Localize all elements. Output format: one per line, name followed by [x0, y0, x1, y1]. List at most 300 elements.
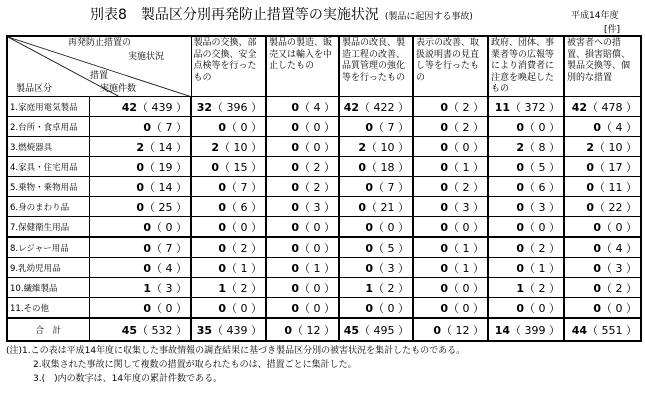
cumulative-count: 1 [462, 241, 470, 255]
fiscal-count: 0 [211, 160, 219, 174]
count-cell: 0（ 7 ） [339, 177, 413, 197]
fiscal-count: 2 [136, 140, 144, 154]
fiscal-count: 0 [136, 180, 144, 194]
cumulative-count: 1 [462, 261, 470, 275]
table-row [7, 177, 641, 197]
header-row [7, 36, 641, 97]
cumulative-count: 0 [240, 220, 248, 234]
row-label: 1.家庭用電気製品 [7, 97, 89, 117]
count-cell: 0（ 21 ） [339, 197, 413, 217]
cumulative-count: 0 [462, 140, 470, 154]
cumulative-count: 2 [615, 281, 623, 295]
column-header: 表示の改善、取扱説明書の見直し等を行ったもの [413, 36, 488, 97]
cumulative-count: 3 [387, 261, 395, 275]
fiscal-count: 0 [440, 301, 448, 315]
row-label: 8.レジャー用品 [7, 237, 89, 258]
cumulative-count: 1 [538, 261, 546, 275]
count-cell: 2（ 8 ） [488, 137, 564, 157]
cumulative-count: 2 [462, 100, 470, 114]
fiscal-count: 2 [516, 140, 524, 154]
count-cell: 32（ 396 ） [191, 97, 266, 117]
cumulative-count: 15 [233, 160, 248, 174]
cumulative-count: 10 [608, 140, 623, 154]
corner-mid: 措置 [90, 71, 109, 81]
count-cell: 0（ 0 ） [564, 217, 641, 238]
fiscal-count: 0 [440, 100, 448, 114]
fiscal-count: 0 [218, 261, 226, 275]
fiscal-count: 0 [516, 120, 524, 134]
count-cell: 42（ 439 ） [89, 97, 191, 117]
cumulative-count: 0 [240, 120, 248, 134]
cumulative-count: 0 [538, 301, 546, 315]
title-year: 平成14年度 [571, 11, 619, 21]
fiscal-count: 0 [291, 160, 299, 174]
row-label: 7.保健衛生用品 [7, 217, 89, 238]
cumulative-count: 4 [165, 261, 173, 275]
count-cell: 0（ 7 ） [89, 237, 191, 258]
count-cell: 0（ 19 ） [89, 157, 191, 177]
count-cell: 0（ 1 ） [191, 258, 266, 278]
table-row [7, 217, 641, 238]
fiscal-count: 2 [211, 140, 219, 154]
count-cell: 0（ 11 ） [564, 177, 641, 197]
count-cell: 0（ 5 ） [339, 237, 413, 258]
cumulative-count: 5 [538, 160, 546, 174]
table-row [7, 258, 641, 278]
column-header: 製品の製造、販売又は輸入を中止したもの [266, 36, 339, 97]
count-cell: 0（ 0 ） [89, 298, 191, 319]
fiscal-count: 0 [516, 301, 524, 315]
cumulative-count: 5 [387, 241, 395, 255]
fiscal-count: 0 [365, 301, 373, 315]
fiscal-count: 0 [593, 241, 601, 255]
fiscal-count: 0 [593, 120, 601, 134]
count-cell: 0（ 0 ） [191, 217, 266, 238]
fiscal-count: 0 [593, 220, 601, 234]
fiscal-count: 0 [593, 281, 601, 295]
fiscal-count: 0 [136, 160, 144, 174]
count-cell: 2（ 10 ） [339, 137, 413, 157]
table-row [7, 157, 641, 177]
count-cell: 0（ 2 ） [488, 237, 564, 258]
cumulative-count: 7 [165, 120, 173, 134]
cumulative-count: 372 [524, 100, 546, 114]
note-3: 3.( )内の数字は、14年度の累計件数である。 [33, 374, 223, 384]
fiscal-count: 0 [440, 241, 448, 255]
count-cell: 42（ 478 ） [564, 97, 641, 117]
table-row [7, 97, 641, 117]
fiscal-count: 2 [586, 140, 594, 154]
fiscal-count: 0 [516, 220, 524, 234]
cumulative-count: 439 [226, 323, 248, 337]
fiscal-count: 0 [136, 200, 144, 214]
count-cell: 0（ 4 ） [564, 117, 641, 137]
corner-header [7, 36, 191, 97]
count-cell: 0（ 0 ） [339, 298, 413, 319]
count-cell: 0（ 3 ） [564, 258, 641, 278]
corner-top1: 再発防止措置の [68, 38, 132, 48]
note-1: (注)1.この表は平成14年度に収集した事故情報の調査結果に基づき製品区分別の被害状況を集計したものである。 [6, 346, 466, 356]
cumulative-count: 551 [601, 323, 623, 337]
cumulative-count: 3 [538, 200, 546, 214]
count-cell: 0（ 4 ） [564, 237, 641, 258]
cumulative-count: 12 [455, 323, 470, 337]
fiscal-count: 0 [516, 261, 524, 275]
count-cell: 0（ 1 ） [488, 258, 564, 278]
fiscal-count: 0 [586, 160, 594, 174]
fiscal-count: 0 [440, 180, 448, 194]
count-cell: 35（ 439 ） [191, 318, 266, 341]
count-cell: 45（ 532 ） [89, 318, 191, 341]
count-cell: 0（ 0 ） [413, 137, 488, 157]
cumulative-count: 422 [373, 100, 395, 114]
count-cell: 0（ 3 ） [413, 197, 488, 217]
fiscal-count: 0 [440, 281, 448, 295]
row-label: 3.燃焼器具 [7, 137, 89, 157]
count-cell: 14（ 399 ） [488, 318, 564, 341]
cumulative-count: 14 [158, 140, 173, 154]
cumulative-count: 0 [313, 220, 321, 234]
cumulative-count: 0 [615, 220, 623, 234]
fiscal-count: 0 [143, 120, 151, 134]
fiscal-count: 42 [121, 100, 137, 114]
cumulative-count: 17 [608, 160, 623, 174]
fiscal-count: 0 [291, 220, 299, 234]
cumulative-count: 399 [524, 323, 546, 337]
count-cell: 0（ 2 ） [266, 157, 339, 177]
count-cell: 44（ 551 ） [564, 318, 641, 341]
unit-label: [件] [604, 25, 621, 35]
count-cell: 0（ 14 ） [89, 177, 191, 197]
count-cell: 0（ 7 ） [339, 117, 413, 137]
count-cell: 0（ 2 ） [413, 177, 488, 197]
cumulative-count: 12 [306, 323, 321, 337]
cumulative-count: 478 [601, 100, 623, 114]
cumulative-count: 10 [233, 140, 248, 154]
cumulative-count: 0 [313, 241, 321, 255]
fiscal-count: 0 [365, 180, 373, 194]
cumulative-count: 396 [226, 100, 248, 114]
fiscal-count: 45 [343, 323, 359, 337]
cumulative-count: 7 [387, 120, 395, 134]
count-cell: 2（ 10 ） [564, 137, 641, 157]
count-cell: 0（ 7 ） [89, 117, 191, 137]
fiscal-count: 14 [494, 323, 510, 337]
count-cell: 2（ 10 ） [191, 137, 266, 157]
count-cell: 0（ 0 ） [191, 117, 266, 137]
cumulative-count: 0 [165, 301, 173, 315]
table-row [7, 278, 641, 298]
fiscal-count: 0 [593, 301, 601, 315]
count-cell: 0（ 2 ） [564, 278, 641, 298]
fiscal-count: 0 [586, 180, 594, 194]
cumulative-count: 0 [313, 120, 321, 134]
cumulative-count: 3 [462, 200, 470, 214]
cumulative-count: 2 [538, 241, 546, 255]
count-cell: 0（ 15 ） [191, 157, 266, 177]
fiscal-count: 0 [291, 140, 299, 154]
note-2: 2.収集された事故に関して複数の措置が取られたものは、措置ごとに集計した。 [33, 360, 357, 370]
count-cell: 0（ 0 ） [488, 298, 564, 319]
cumulative-count: 2 [240, 281, 248, 295]
count-cell: 0（ 0 ） [564, 298, 641, 319]
fiscal-count: 0 [440, 220, 448, 234]
count-cell: 0（ 4 ） [266, 97, 339, 117]
fiscal-count: 0 [440, 120, 448, 134]
column-header: 製品の交換、部品の交換、安全点検等を行ったもの [191, 36, 266, 97]
table-row [7, 237, 641, 258]
fiscal-count: 1 [365, 281, 373, 295]
fiscal-count: 0 [143, 301, 151, 315]
count-cell: 0（ 0 ） [266, 298, 339, 319]
fiscal-count: 0 [218, 241, 226, 255]
cumulative-count: 0 [165, 220, 173, 234]
cumulative-count: 0 [313, 140, 321, 154]
cumulative-count: 6 [538, 180, 546, 194]
count-cell: 11（ 372 ） [488, 97, 564, 117]
count-cell: 45（ 495 ） [339, 318, 413, 341]
cumulative-count: 2 [462, 180, 470, 194]
cumulative-count: 22 [608, 200, 623, 214]
cumulative-count: 0 [462, 301, 470, 315]
cumulative-count: 4 [313, 100, 321, 114]
table-row [7, 298, 641, 319]
cumulative-count: 0 [462, 220, 470, 234]
corner-top2: 実施状況 [128, 52, 165, 62]
fiscal-count: 0 [291, 100, 299, 114]
cumulative-count: 4 [615, 241, 623, 255]
count-cell: 0（ 0 ） [266, 217, 339, 238]
count-cell: 0（ 2 ） [413, 97, 488, 117]
count-cell: 0（ 12 ） [413, 318, 488, 341]
cumulative-count: 439 [151, 100, 173, 114]
count-cell: 0（ 0 ） [266, 117, 339, 137]
count-cell: 0（ 2 ） [191, 237, 266, 258]
count-cell: 0（ 0 ） [488, 117, 564, 137]
count-cell: 0（ 6 ） [488, 177, 564, 197]
count-cell: 1（ 2 ） [339, 278, 413, 298]
table-row [7, 318, 641, 341]
cumulative-count: 2 [313, 180, 321, 194]
count-cell: 0（ 18 ） [339, 157, 413, 177]
count-cell: 0（ 0 ） [191, 298, 266, 319]
cumulative-count: 1 [462, 160, 470, 174]
column-header: 製品の改良、製造工程の改善、品質管理の強化等を行ったもの [339, 36, 413, 97]
fiscal-count: 0 [218, 180, 226, 194]
cumulative-count: 2 [538, 281, 546, 295]
cumulative-count: 0 [387, 220, 395, 234]
fiscal-count: 0 [358, 160, 366, 174]
corner-bottom-right: 実施件数 [100, 84, 137, 94]
count-cell: 1（ 2 ） [191, 278, 266, 298]
cumulative-count: 2 [462, 120, 470, 134]
fiscal-count: 0 [291, 281, 299, 295]
fiscal-count: 0 [365, 120, 373, 134]
fiscal-count: 0 [593, 261, 601, 275]
fiscal-count: 0 [440, 200, 448, 214]
fiscal-count: 0 [365, 241, 373, 255]
cumulative-count: 0 [313, 301, 321, 315]
row-label: 合 計 [7, 318, 89, 341]
count-cell: 0（ 6 ） [191, 197, 266, 217]
count-cell: 0（ 0 ） [339, 217, 413, 238]
fiscal-count: 0 [358, 200, 366, 214]
count-cell: 0（ 0 ） [413, 217, 488, 238]
fiscal-count: 0 [143, 261, 151, 275]
fiscal-count: 0 [291, 301, 299, 315]
table-row [7, 117, 641, 137]
fiscal-count: 1 [218, 281, 226, 295]
cumulative-count: 0 [387, 301, 395, 315]
cumulative-count: 2 [240, 241, 248, 255]
cumulative-count: 3 [615, 261, 623, 275]
cumulative-count: 18 [380, 160, 395, 174]
cumulative-count: 19 [158, 160, 173, 174]
row-label: 6.身のまわり品 [7, 197, 89, 217]
count-cell: 0（ 3 ） [488, 197, 564, 217]
cumulative-count: 2 [313, 160, 321, 174]
fiscal-count: 0 [143, 220, 151, 234]
count-cell: 0（ 22 ） [564, 197, 641, 217]
count-cell: 0（ 2 ） [413, 117, 488, 137]
fiscal-count: 42 [343, 100, 359, 114]
column-header: 被害者への措置、損害賠償、製品交換等、個別的な措置 [564, 36, 641, 97]
cumulative-count: 11 [608, 180, 623, 194]
cumulative-count: 1 [240, 261, 248, 275]
cumulative-count: 25 [158, 200, 173, 214]
fiscal-count: 0 [365, 220, 373, 234]
cumulative-count: 8 [538, 140, 546, 154]
fiscal-count: 0 [440, 140, 448, 154]
fiscal-count: 35 [196, 323, 212, 337]
column-header: 政府、団体、事業者等の広報等により消費者に注意を喚起したもの [488, 36, 564, 97]
fiscal-count: 0 [440, 160, 448, 174]
title-sub: (製品に起因する事故) [384, 12, 473, 22]
fiscal-count: 0 [365, 261, 373, 275]
fiscal-count: 0 [284, 323, 292, 337]
count-cell: 0（ 1 ） [413, 258, 488, 278]
count-cell: 0（ 1 ） [266, 258, 339, 278]
count-cell: 0（ 3 ） [266, 197, 339, 217]
count-cell: 0（ 4 ） [89, 258, 191, 278]
notes [6, 342, 640, 386]
fiscal-count: 0 [218, 200, 226, 214]
cumulative-count: 3 [313, 200, 321, 214]
cumulative-count: 0 [615, 301, 623, 315]
cumulative-count: 7 [387, 180, 395, 194]
fiscal-count: 0 [291, 261, 299, 275]
count-cell: 0（ 2 ） [266, 177, 339, 197]
fiscal-count: 11 [494, 100, 510, 114]
fiscal-count: 1 [516, 281, 524, 295]
count-cell: 0（ 0 ） [488, 217, 564, 238]
count-cell: 0（ 0 ） [413, 278, 488, 298]
content [6, 35, 640, 386]
count-cell: 0（ 1 ） [413, 237, 488, 258]
count-cell: 0（ 0 ） [413, 298, 488, 319]
fiscal-count: 0 [516, 241, 524, 255]
cumulative-count: 2 [387, 281, 395, 295]
cumulative-count: 4 [615, 120, 623, 134]
table-row [7, 137, 641, 157]
count-cell: 0（ 0 ） [266, 237, 339, 258]
cumulative-count: 495 [373, 323, 395, 337]
fiscal-count: 32 [196, 100, 212, 114]
fiscal-count: 44 [571, 323, 587, 337]
fiscal-count: 0 [291, 200, 299, 214]
cumulative-count: 1 [313, 261, 321, 275]
fiscal-count: 0 [440, 261, 448, 275]
fiscal-count: 0 [516, 180, 524, 194]
row-label: 11.その他 [7, 298, 89, 319]
cumulative-count: 0 [240, 301, 248, 315]
cumulative-count: 7 [165, 241, 173, 255]
cumulative-count: 21 [380, 200, 395, 214]
count-cell: 0（ 7 ） [191, 177, 266, 197]
cumulative-count: 532 [151, 323, 173, 337]
fiscal-count: 0 [291, 120, 299, 134]
count-cell: 1（ 2 ） [488, 278, 564, 298]
row-label: 4.家具・住宅用品 [7, 157, 89, 177]
fiscal-count: 42 [571, 100, 587, 114]
cumulative-count: 7 [240, 180, 248, 194]
count-cell: 2（ 14 ） [89, 137, 191, 157]
row-label: 2.台所・食卓用品 [7, 117, 89, 137]
fiscal-count: 0 [586, 200, 594, 214]
fiscal-count: 0 [516, 200, 524, 214]
fiscal-count: 0 [516, 160, 524, 174]
fiscal-count: 45 [121, 323, 137, 337]
fiscal-count: 0 [143, 241, 151, 255]
cumulative-count: 0 [462, 281, 470, 295]
page-title [90, 4, 645, 24]
cumulative-count: 14 [158, 180, 173, 194]
fiscal-count: 0 [218, 220, 226, 234]
cumulative-count: 3 [165, 281, 173, 295]
fiscal-count: 2 [358, 140, 366, 154]
count-cell: 0（ 25 ） [89, 197, 191, 217]
row-label: 5.乗物・乗物用品 [7, 177, 89, 197]
cumulative-count: 0 [313, 281, 321, 295]
title-main: 別表8 製品区分別再発防止措置等の実施状況 [90, 7, 379, 23]
cumulative-count: 10 [380, 140, 395, 154]
fiscal-count: 0 [218, 301, 226, 315]
count-cell: 0（ 5 ） [488, 157, 564, 177]
count-cell: 0（ 12 ） [266, 318, 339, 341]
table-row [7, 197, 641, 217]
row-label: 9.乳幼児用品 [7, 258, 89, 278]
fiscal-count: 0 [291, 180, 299, 194]
fiscal-count: 0 [433, 323, 441, 337]
count-cell: 0（ 3 ） [339, 258, 413, 278]
count-cell: 0（ 0 ） [89, 217, 191, 238]
count-cell: 0（ 0 ） [266, 278, 339, 298]
row-label: 10.繊維製品 [7, 278, 89, 298]
cumulative-count: 0 [538, 120, 546, 134]
count-cell: 0（ 17 ） [564, 157, 641, 177]
cumulative-count: 6 [240, 200, 248, 214]
corner-bottom-left: 製品区分 [16, 84, 53, 94]
count-cell: 0（ 1 ） [413, 157, 488, 177]
fiscal-count: 0 [218, 120, 226, 134]
measures-table [6, 35, 642, 342]
count-cell: 0（ 0 ） [266, 137, 339, 157]
cumulative-count: 0 [538, 220, 546, 234]
fiscal-count: 1 [143, 281, 151, 295]
count-cell: 1（ 3 ） [89, 278, 191, 298]
fiscal-count: 0 [291, 241, 299, 255]
count-cell: 42（ 422 ） [339, 97, 413, 117]
